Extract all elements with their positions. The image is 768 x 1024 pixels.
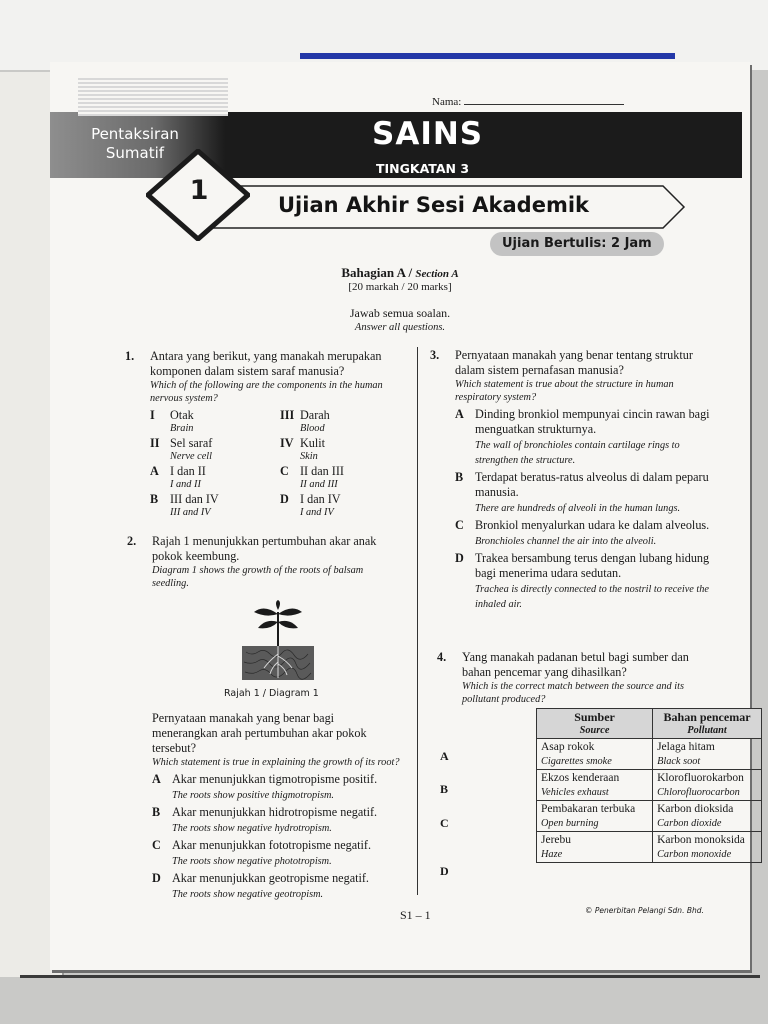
form-level: TINGKATAN 3 bbox=[376, 161, 470, 176]
duration-badge: Ujian Bertulis: 2 Jam bbox=[490, 232, 664, 256]
row-letter-b[interactable]: B bbox=[440, 782, 449, 796]
option-b[interactable]: B III dan IV III and IV bbox=[150, 492, 219, 518]
source-cell: Asap rokok Cigarettes smoke bbox=[537, 739, 653, 770]
option-c[interactable]: C Bronkiol menyalurkan udara ke dalam alveolus. Bronchioles channel the air into the alveoli. bbox=[455, 518, 710, 547]
header-source: Sumber Source bbox=[537, 709, 653, 739]
question-number: 1. bbox=[125, 349, 135, 363]
scan-background bbox=[0, 0, 768, 70]
table-header-row bbox=[537, 709, 762, 739]
name-label: Nama: bbox=[432, 96, 462, 108]
option-c[interactable]: C II dan III II and III bbox=[280, 464, 344, 490]
question-3 bbox=[430, 348, 710, 611]
question-text-ms: Yang manakah padanan betul bagi sumber dan bahan pencemar yang dihasilkan? bbox=[462, 650, 689, 679]
question-text-ms: Rajah 1 menunjukkan pertumbuhan akar anak pokok keembung. bbox=[152, 534, 377, 563]
question-stem-en: Which statement is true in explaining the growth of its root? bbox=[152, 757, 400, 768]
question-text-en: Which of the following are the components in the human nervous system? bbox=[150, 380, 383, 404]
row-letter-c[interactable]: C bbox=[440, 816, 449, 830]
pollutant-cell: Karbon dioksida Carbon dioxide bbox=[653, 801, 762, 832]
question-text-ms: Pernyataan manakah yang benar tentang struktur dalam sistem pernafasan manusia? bbox=[455, 348, 693, 377]
question-number: 2. bbox=[127, 534, 137, 548]
item-i: I Otak Brain bbox=[150, 408, 194, 434]
source-cell: Jerebu Haze bbox=[537, 832, 653, 863]
question-1 bbox=[125, 349, 400, 520]
name-blank-line bbox=[464, 104, 624, 105]
series-line1: Pentaksiran bbox=[91, 125, 179, 143]
section-title-en: Section A bbox=[415, 268, 459, 280]
table-row bbox=[537, 739, 762, 770]
instruction-en: Answer all questions. bbox=[354, 322, 446, 333]
page-number: S1 – 1 bbox=[400, 908, 431, 922]
question-2 bbox=[127, 534, 400, 901]
header-pollutant: Bahan pencemar Pollutant bbox=[653, 709, 762, 739]
option-d[interactable]: D Trakea bersambung terus dengan lubang hidung bagi menerima udara sedutan. Trachea is directly connected to the nostril to receive the inhaled air. bbox=[455, 551, 710, 610]
question-text-en: Diagram 1 shows the growth of the roots of balsam seedling. bbox=[152, 565, 364, 589]
table-row bbox=[537, 801, 762, 832]
option-d[interactable]: D Akar menunjukkan geotropisme negatif. The roots show negative geotropism. bbox=[152, 871, 369, 900]
item-ii: II Sel saraf Nerve cell bbox=[150, 436, 213, 462]
exam-page bbox=[50, 62, 750, 970]
item-iii: III Darah Blood bbox=[280, 408, 330, 434]
source-cell: Ekzos kenderaan Vehicles exhaust bbox=[537, 770, 653, 801]
paper-number: 1 bbox=[189, 175, 209, 206]
series-line2: Sumatif bbox=[105, 144, 165, 162]
column-divider bbox=[417, 347, 418, 895]
question-number: 3. bbox=[430, 348, 440, 362]
question-4 bbox=[437, 650, 751, 878]
option-c[interactable]: C Akar menunjukkan fototropisme negatif. The roots show negative phototropism. bbox=[152, 838, 372, 867]
item-iv: IV Kulit Skin bbox=[280, 436, 326, 462]
section-title bbox=[50, 265, 750, 281]
question-text-en: Which is the correct match between the source and its pollutant produced? bbox=[462, 681, 684, 705]
header-stripes bbox=[78, 78, 228, 116]
source-cell: Pembakaran terbuka Open burning bbox=[537, 801, 653, 832]
row-letter-a[interactable]: A bbox=[440, 749, 449, 763]
accent-strip bbox=[300, 53, 675, 59]
pollutant-cell: Jelaga hitam Black soot bbox=[653, 739, 762, 770]
name-field bbox=[432, 96, 624, 108]
option-a[interactable]: A I dan II I and II bbox=[150, 464, 206, 490]
option-a[interactable]: A Akar menunjukkan tigmotropisme positif. The roots show positive thigmotropism. bbox=[152, 772, 378, 801]
source-pollutant-table bbox=[536, 708, 762, 863]
pollutant-cell: Karbon monoksida Carbon monoxide bbox=[653, 832, 762, 863]
question-stem-ms: Pernyataan manakah yang benar bagi menerangkan arah pertumbuhan akar pokok tersebut? bbox=[152, 711, 367, 755]
subject-title: SAINS bbox=[372, 116, 484, 152]
option-a[interactable]: A Dinding bronkiol mempunyai cincin rawan bagi menguatkan strukturnya. The wall of bronchioles contain cartilage rings to strengthen the structure. bbox=[455, 407, 710, 466]
page-bottom-edge bbox=[20, 975, 760, 978]
pollutant-cell: Klorofluorokarbon Chlorofluorocarbon bbox=[653, 770, 762, 801]
section-title-ms: Bahagian A / bbox=[341, 265, 413, 280]
instruction-ms: Jawab semua soalan. bbox=[349, 306, 451, 320]
question-text-en: Which statement is true about the structure in human respiratory system? bbox=[455, 379, 674, 403]
publisher-credit: © Penerbitan Pelangi Sdn. Bhd. bbox=[585, 906, 704, 915]
figure-caption: Rajah 1 / Diagram 1 bbox=[224, 688, 319, 699]
option-b[interactable]: B Terdapat beratus-ratus alveolus di dalam peparu manusia. There are hundreds of alveoli in the human lungs. bbox=[455, 470, 709, 514]
question-number: 4. bbox=[437, 650, 447, 664]
option-b[interactable]: B Akar menunjukkan hidrotropisme negatif. The roots show negative hydrotropism. bbox=[152, 805, 378, 834]
table-row bbox=[537, 770, 762, 801]
question-text-ms: Antara yang berikut, yang manakah merupakan komponen dalam sistem saraf manusia? bbox=[150, 349, 382, 378]
option-d[interactable]: D I dan IV I and IV bbox=[280, 492, 341, 518]
section-marks: [20 markah / 20 marks] bbox=[348, 281, 452, 293]
q1-items bbox=[150, 405, 400, 520]
exam-title: Ujian Akhir Sesi Akademik bbox=[278, 193, 590, 217]
seedling-diagram bbox=[240, 600, 316, 682]
table-row bbox=[537, 832, 762, 863]
row-letter-d[interactable]: D bbox=[440, 864, 449, 878]
